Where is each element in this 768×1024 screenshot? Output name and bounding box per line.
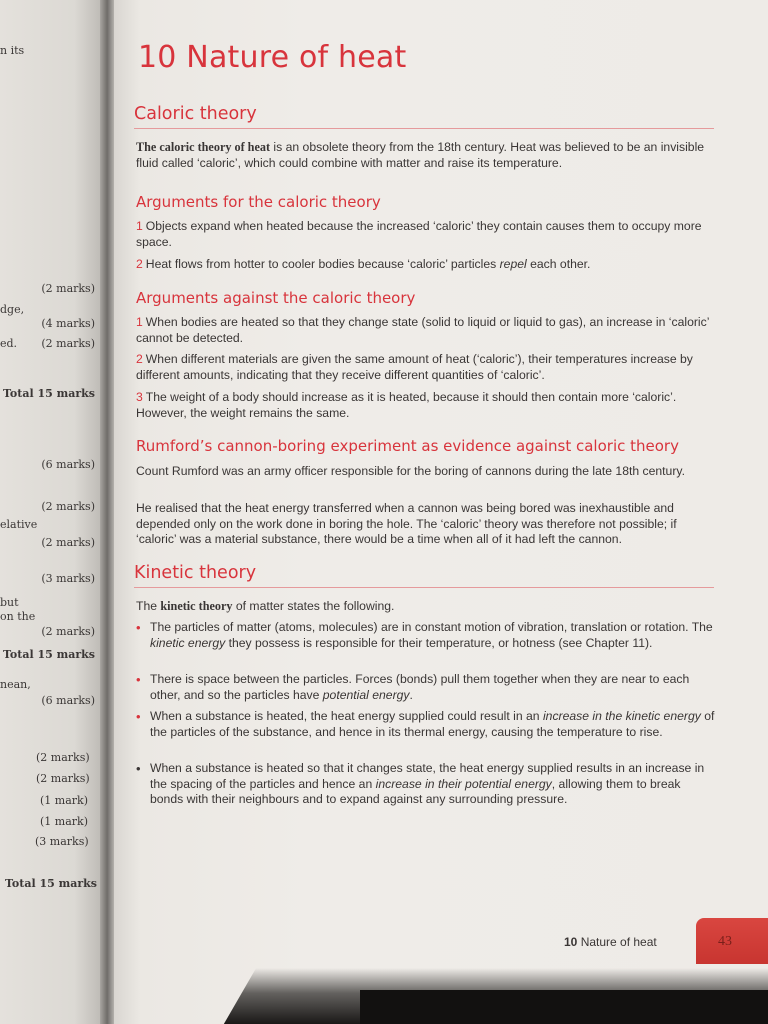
heading-caloric-theory: Caloric theory (134, 104, 714, 129)
arguments-against-item-1: 1 When bodies are heated so that they change state (solid to liquid or liquid to gas), an increase in ‘caloric’ cannot be detected. (136, 315, 709, 345)
left-fragment: ed. (0, 337, 18, 350)
left-marks: (6 marks) (41, 694, 95, 707)
left-marks: (2 marks) (41, 282, 95, 295)
heading-arguments-for: Arguments for the caloric theory (136, 193, 381, 211)
caloric-theory-paragraph: The caloric theory of heat is an obsolete theory from the 18th century. Heat was believed to be an invisible fluid called ‘caloric’, which could combine with matter and raise its temperature. (136, 140, 705, 170)
arguments-for-item-2: 2 Heat flows from hotter to cooler bodies because ‘caloric’ particles repel each other. (136, 257, 591, 271)
left-marks: (2 marks) (36, 751, 90, 764)
left-marks: (2 marks) (41, 337, 95, 350)
left-fragment: elative (0, 518, 38, 531)
left-marks: (3 marks) (35, 835, 89, 848)
left-fragment: n its (0, 44, 25, 57)
left-marks: (4 marks) (41, 317, 95, 330)
chapter-title: 10 Nature of heat (138, 40, 407, 75)
left-facing-page (0, 0, 106, 1024)
page-number: 43 (718, 934, 732, 949)
left-total-marks: Total 15 marks (3, 648, 95, 661)
left-marks: (2 marks) (41, 536, 95, 549)
left-fragment: on the (0, 610, 36, 623)
heading-kinetic-theory: Kinetic theory (134, 563, 714, 588)
rumford-paragraph-1: Count Rumford was an army officer responsible for the boring of cannons during the late 18th century. (136, 464, 685, 478)
kinetic-bullet: • The particles of matter (atoms, molecules) are in constant motion of vibration, translation or rotation. The kinetic energy they possess is responsible for their temperature, or hotness (see Chapter 11). (136, 620, 713, 650)
left-fragment: nean, (0, 678, 31, 691)
rumford-paragraph-2: He realised that the heat energy transferred when a cannon was being bored was inexhaustible and depended only on the work done in boring the hole. The ‘caloric’ theory was therefore not possible; if ‘caloric’ was a material substance, there would be a time when all of it had left the cannon. (136, 501, 677, 546)
left-marks: (3 marks) (41, 572, 95, 585)
left-fragment: dge, (0, 303, 25, 316)
bullet-icon: • (136, 709, 141, 724)
heading-arguments-against: Arguments against the caloric theory (136, 289, 416, 307)
right-page (114, 0, 768, 1024)
left-marks: (2 marks) (36, 772, 90, 785)
left-total-marks: Total 15 marks (5, 877, 97, 890)
kinetic-bullet: • There is space between the particles. Forces (bonds) pull them together when they are near to each other, and so the particles have potential energy. (136, 672, 690, 702)
left-total-marks: Total 15 marks (3, 387, 95, 400)
kinetic-bullet: • When a substance is heated, the heat energy supplied could result in an increase in the kinetic energy of the particles of the substance, and hence in its thermal energy, causing the temperature to rise. (136, 709, 715, 739)
left-marks: (2 marks) (41, 500, 95, 513)
bottom-shadow (360, 990, 768, 1024)
running-footer: 10 Nature of heat (564, 935, 657, 949)
arguments-against-item-2: 2 When different materials are given the same amount of heat (‘caloric’), their temperatures increase by different amounts, indicating that they receive different quantities of ‘caloric’. (136, 352, 693, 382)
left-marks: (1 mark) (40, 815, 88, 828)
page-number-tab (696, 918, 768, 964)
left-marks: (1 mark) (40, 794, 88, 807)
arguments-against-item-3: 3 The weight of a body should increase as it is heated, because it should then contain more ‘caloric’. However, the weight remains the same. (136, 390, 677, 420)
arguments-for-item-1: 1 Objects expand when heated because the increased ‘caloric’ they contain causes them to occupy more space. (136, 219, 702, 249)
left-marks: (2 marks) (41, 625, 95, 638)
kinetic-bullet: • When a substance is heated so that it changes state, the heat energy supplied results in an increase in the spacing of the particles and hence an increase in their potential energy, allowing them to break bonds with their neighbours and to expand against any surrounding pressure. (136, 761, 705, 806)
bullet-icon: • (136, 761, 141, 776)
bullet-icon: • (136, 672, 141, 687)
heading-rumford: Rumford’s cannon-boring experiment as evidence against caloric theory (136, 437, 679, 455)
left-marks: (6 marks) (41, 458, 95, 471)
left-fragment: but (0, 596, 19, 609)
kinetic-theory-intro: The kinetic theory of matter states the following. (136, 599, 395, 613)
bullet-icon: • (136, 620, 141, 635)
